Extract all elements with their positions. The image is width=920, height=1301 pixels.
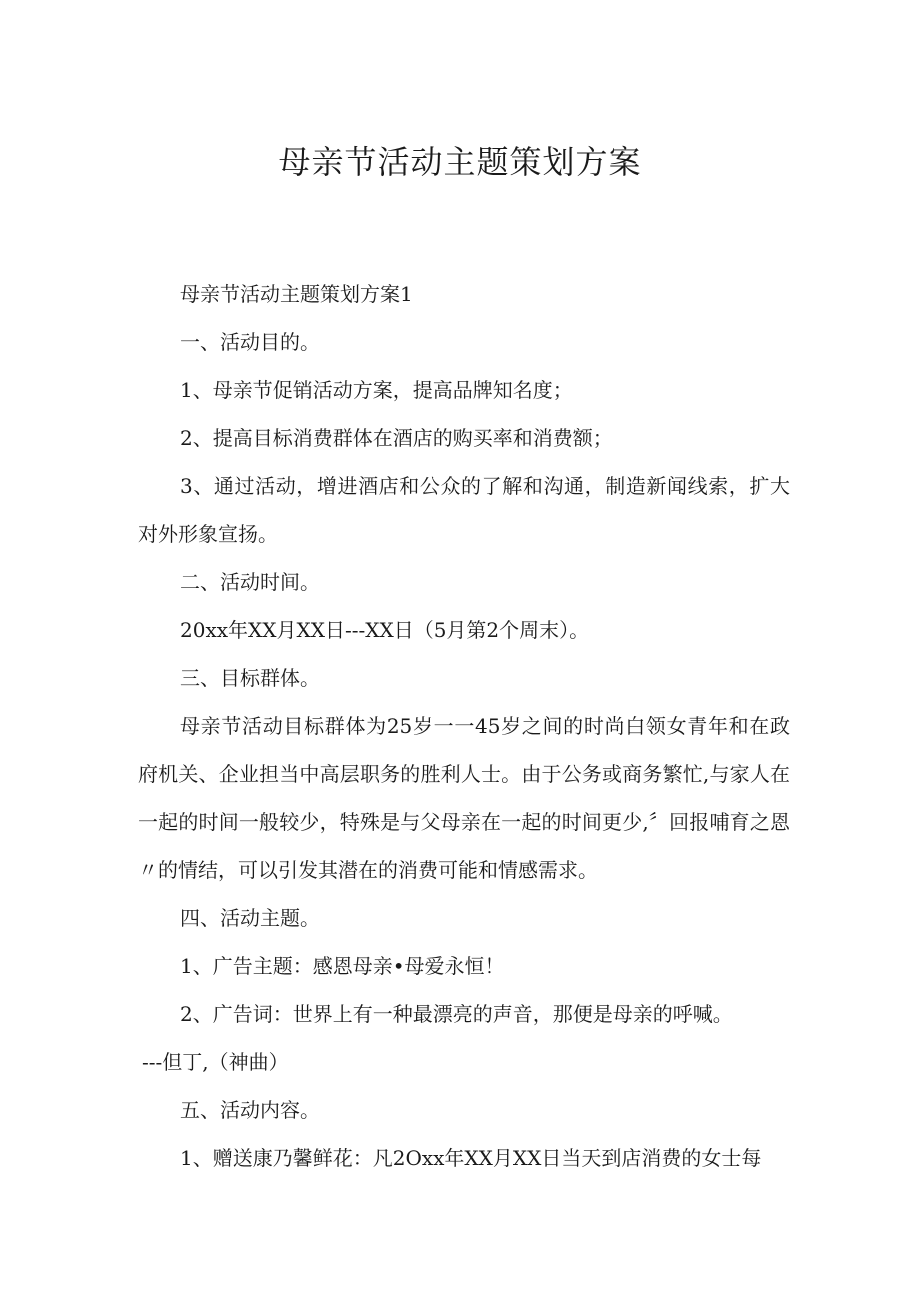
document-body [138,270,790,1182]
purpose-item-3: 3、通过活动，增进酒店和公众的了解和沟通，制造新闻线索，扩大对外形象宣扬。 [138,474,790,546]
section-heading-purpose: 一、活动目的。 [180,330,320,354]
section-heading-target-group: 三、目标群体。 [180,666,320,690]
time-detail: 20xx年XX月XX日---XX日（5月第2个周末）。 [180,618,590,642]
theme-item-1: 1、广告主题：感恩母亲•母爱永恒！ [180,954,505,978]
theme-item-2: 2、广告词：世界上有一种最漂亮的声音，那便是母亲的呼喊。 [180,1002,733,1026]
section-heading-plan-1: 母亲节活动主题策划方案1 [180,282,413,306]
target-group-detail: 母亲节活动目标群体为25岁一一45岁之间的时尚白领女青年和在政府机关、企业担当中高层职务的胜利人士。由于公务或商务繁忙,与家人在一起的时间一般较少，特殊是与父母亲在一起的时间更少,〞回报哺育之恩〃的情结，可以引发其潜在的消费可能和情感需求。 [138,714,790,882]
content-item-1: 1、赠送康乃馨鲜花：凡2Oxx年XX月XX日当天到店消费的女士每 [180,1146,762,1170]
purpose-item-2: 2、提高目标消费群体在酒店的购买率和消费额； [180,426,613,450]
section-heading-content: 五、活动内容。 [180,1098,320,1122]
section-heading-theme: 四、活动主题。 [180,906,320,930]
purpose-item-1: 1、母亲节促销活动方案，提高品牌知名度； [180,378,573,402]
section-heading-time: 二、活动时间。 [180,570,320,594]
quote-attribution: ---但丁,（神曲） [142,1050,289,1074]
document-title: 母亲节活动主题策划方案 [278,143,642,181]
